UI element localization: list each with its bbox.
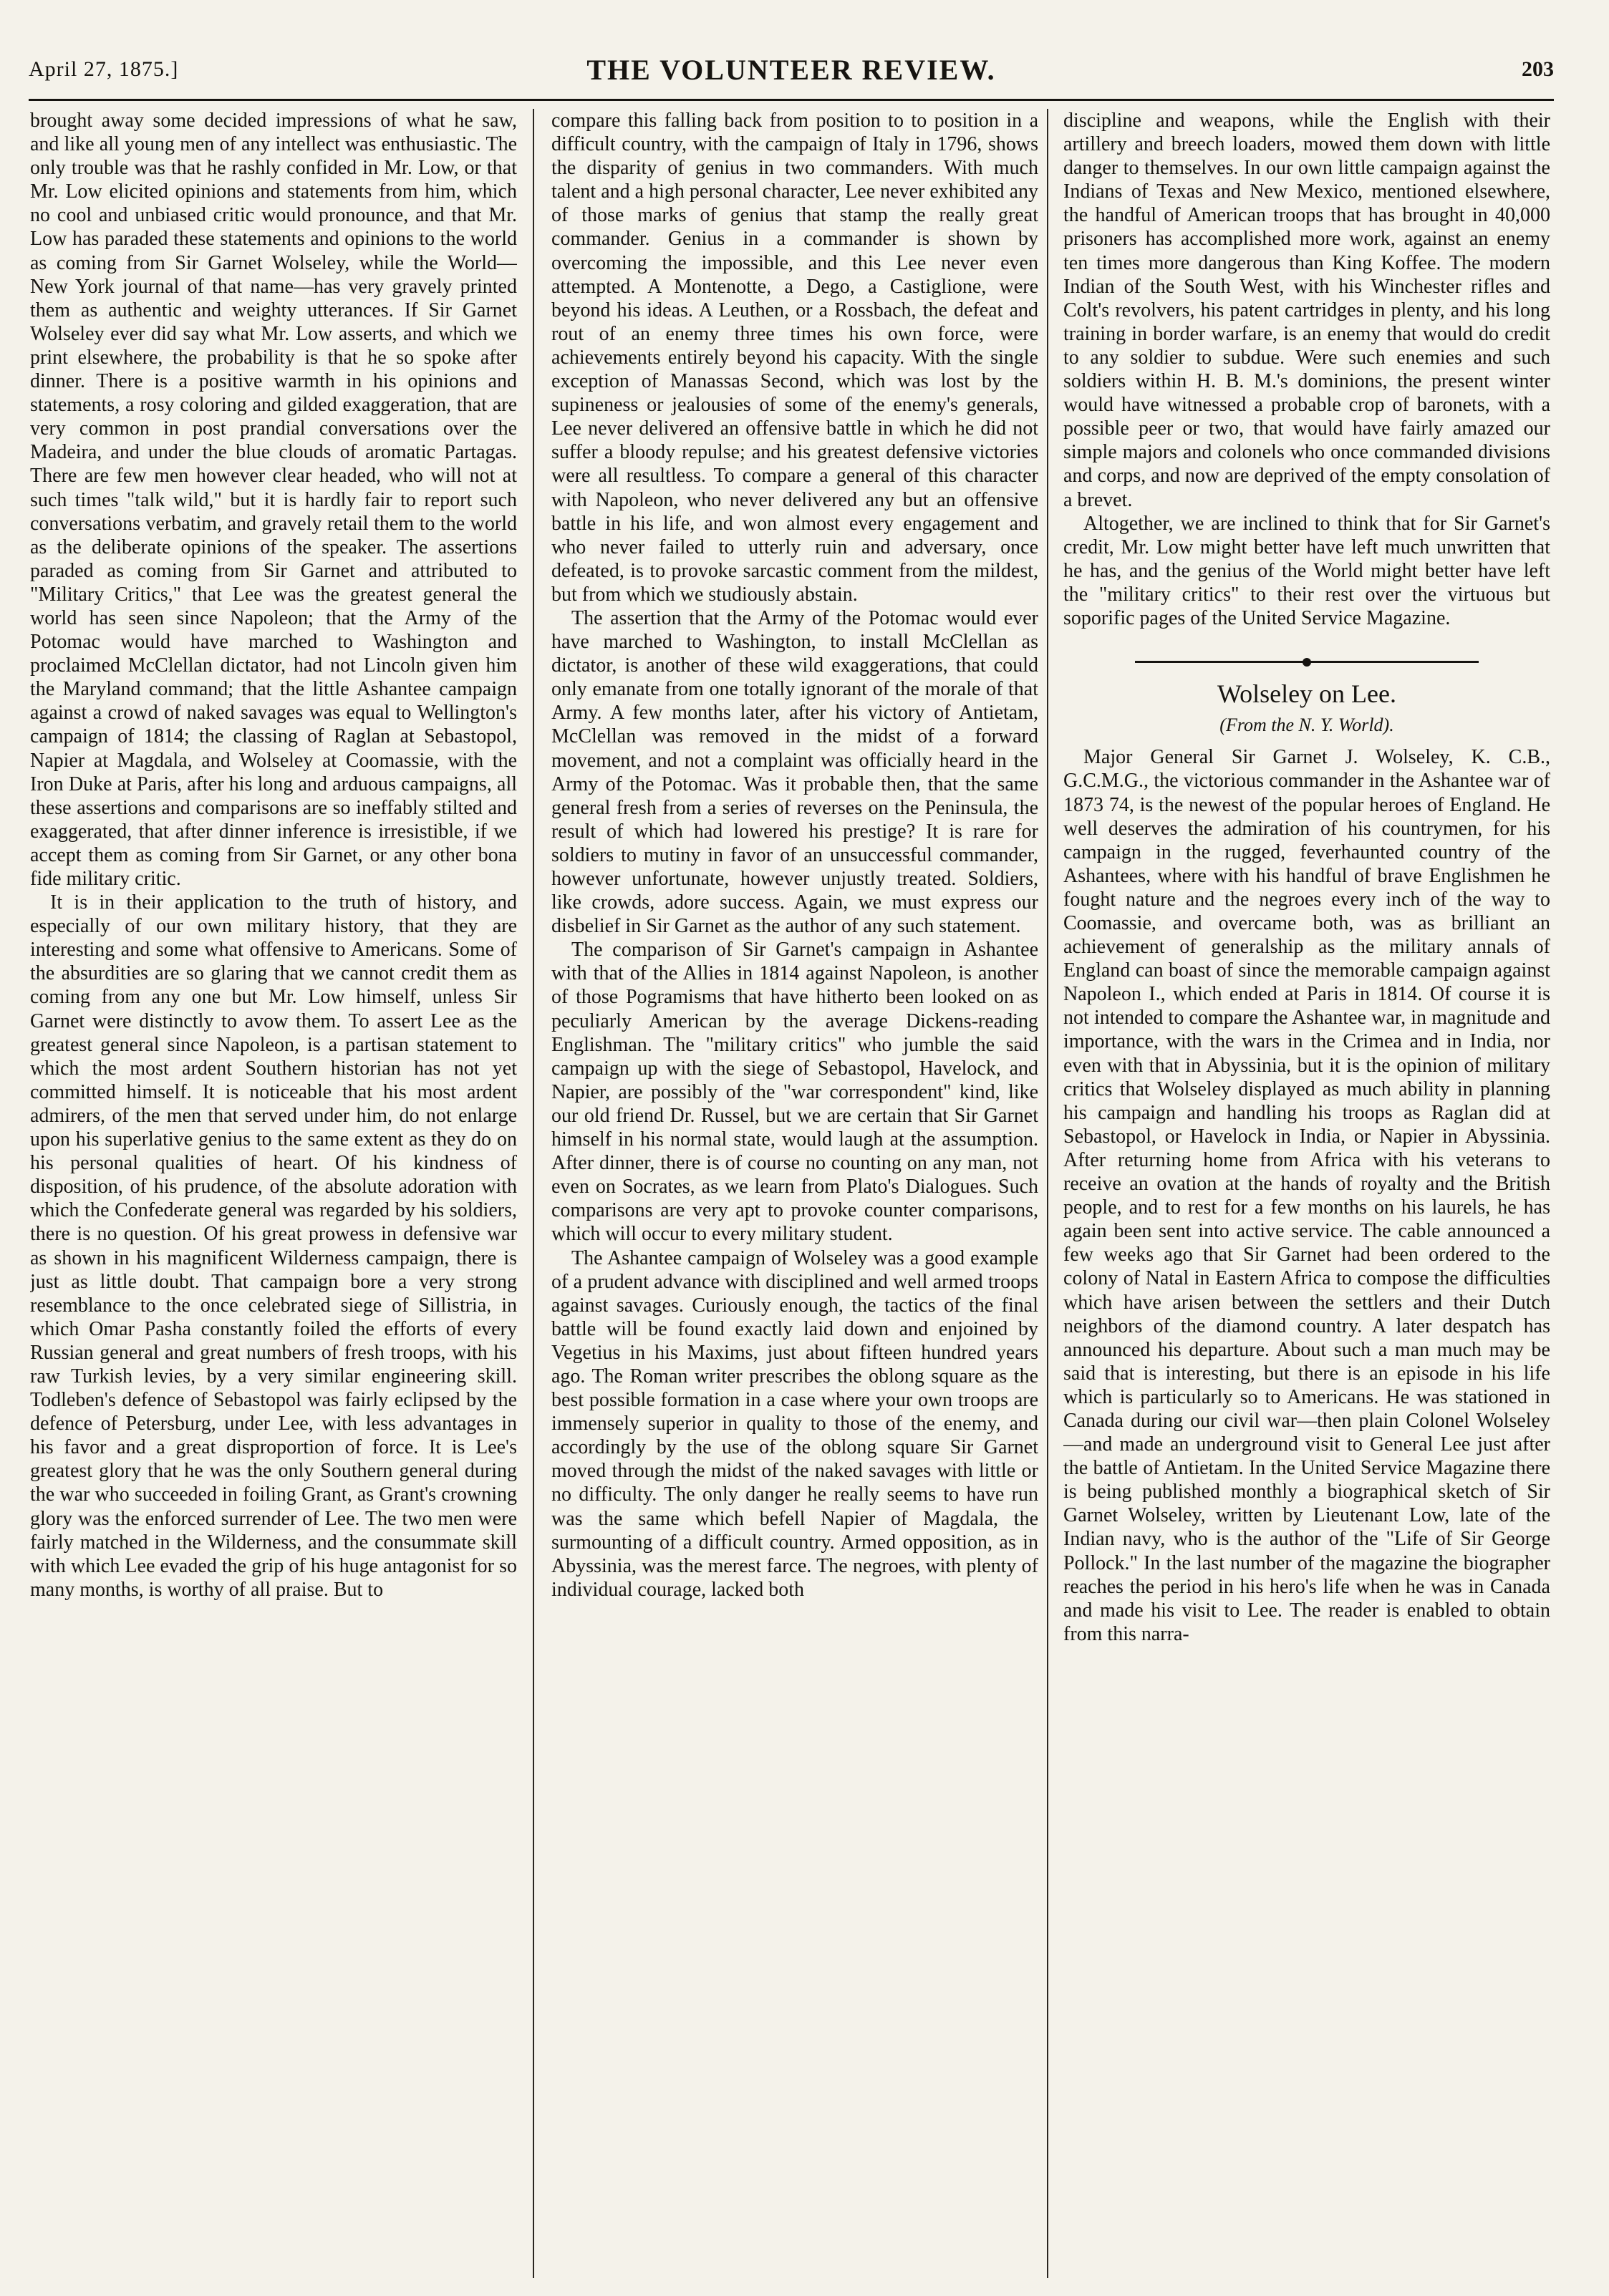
article-source: (From the N. Y. World). — [1219, 715, 1394, 736]
paragraph: It is in their application to the truth of history, and especially of our own military history, that they are interesting and some what offensive to Americans. Some of the absurdities are so glaring that we cannot credit them as coming from any one but Mr. Low himself, unless Sir Garnet were distinctly to avow them. To assert Lee as the greatest general since Napoleon, is a partisan statement to which the most ardent Southern historian has not yet committed himself. It is noticeable that his most ardent admirers, of the men that served under him, do not enlarge upon his superlative genius to the same extent as they do on his personal qualities of heart. Of his kindness of disposition, of his prudence, of the absolute adoration with which the Confederate general was regarded by his soldiers, there is no question. Of his great prowess in defensive war as shown in his magnificent Wilderness campaign, there is just as little doubt. That campaign bore a very strong resemblance to the once celebrated siege of Sillistria, in which Omar Pasha constantly foiled the efforts of every Russian general and great numbers of fresh troops, with his raw Turkish levies, by a very similar engineering skill. Todleben's defence of Sebastopol was fairly eclipsed by the defence of Petersburg, under Lee, with less advantages in his favor and a great disproportion of force. It is Lee's greatest glory that he was the only Southern general during the war who succeeded in foiling Grant, as Grant's crowning glory was the enforced surrender of Lee. The two men were fairly matched in the Wilderness, and the consummate skill with which Lee evaded the grip of his huge antagonist for so many months, is worthy of all praise. But to — [30, 891, 517, 1601]
column-2 — [551, 109, 1038, 2278]
column-3 — [1063, 109, 1550, 2278]
paragraph: Major General Sir Garnet J. Wolseley, K. C.B., G.C.M.G., the victorious commander in the Ashantee war of 1873 74, is the newest of the popular heroes of England. He well deserves the admiration of his countrymen, for his campaign in the rugged, feverhaunted country of the Ashantees, where with his handful of brave Englishmen he fought nature and the negroes every inch of the way to Coomassie, and overcame both, was as brilliant an achievement of generalship as the military annals of England can boast of since the memorable campaign against Napoleon I., which ended at Paris in 1814. Of course it is not intended to compare the Ashantee war, in magnitude and importance, with the wars in the Crimea and in India, nor even with that in Abyssinia, but it is the opinion of military critics that Wolseley displayed as much ability in planning his campaign and handling his troops as Raglan did at Sebastopol, or Havelock in India, or Napier in Abyssinia. After returning home from Africa with his veterans to receive an ovation at the hands of royalty and the British people, and to rest for a few months on his laurels, he has again been sent into active service. The cable announced a few weeks ago that Sir Garnet had been ordered to the colony of Natal in Eastern Africa to compose the difficulties which have arisen between the settlers and their Dutch neighbors of the diamond country. A later despatch has announced his departure. About such a man much may be said that is interesting, but there is an episode in his life which is particularly so to Americans. He was stationed in Canada during our civil war—then plain Colonel Wolseley—and made an underground visit to General Lee just after the battle of Antietam. In the United Service Magazine there is being published monthly a biographical sketch of Sir Garnet Wolseley, written by Lieutenant Low, late of the Indian navy, who is the author of the "Life of Sir George Pollock." In the last number of the magazine the biographer reaches the period in his hero's life when he was in Canada and made his visit to Lee. The reader is enabled to obtain from this narra- — [1063, 746, 1550, 1645]
paragraph: The assertion that the Army of the Potomac would ever have marched to Washington, to install McClellan as dictator, is another of these wild exaggerations, that could only emanate from one totally ignorant of the morale of that Army. A few months later, after his victory of Antietam, McClellan was removed in the midst of a forward movement, and not a complaint was officially heard in the Army of the Potomac. Was it probable then, that the same general fresh from a series of reverses on the Peninsula, the result of which had lowered his prestige? It is rare for soldiers to mutiny in favor of an unsuccessful commander, however unfortunate, however unjustly treated. Soldiers, like crowds, adore success. Again, we must express our disbelief in Sir Garnet as the author of any such statement. — [551, 606, 1038, 938]
paragraph: discipline and weapons, while the English with their artillery and breech loaders, mowed them down with little danger to themselves. In our own little campaign against the Indians of Texas and New Mexico, mentioned elsewhere, the handful of American troops that has brought in 40,000 prisoners has accomplished more work, against an enemy ten times more dangerous than King Koffee. The modern Indian of the South West, with his Winchester rifles and Colt's revolvers, his patent cartridges in plenty, and his long training in border warfare, is an enemy that would do credit to any soldier to subdue. Were such enemies and such soldiers within H. B. M.'s dominions, the present winter would have witnessed a probable crop of baronets, with a possible peer or two, that would have fairly amazed our simple majors and colonels who once commanded divisions and corps, and now are deprived of the empty consolation of a brevet. — [1063, 110, 1550, 511]
header-rule — [29, 99, 1554, 101]
paragraph: compare this falling back from position to to position in a difficult country, with the campaign of Italy in 1796, shows the disparity of genius in two commanders. With much talent and a high personal character, Lee never exhibited any of those marks of genius that stamp the really great commander. Genius in a commander is shown by overcoming the impossible, and this Lee never even attempted. A Montenotte, a Dego, a Castiglione, were beyond his ideas. A Leuthen, or a Rossbach, the defeat and rout of an enemy three times his own force, were achievements entirely beyond his capacity. With the single exception of Manassas Second, which was lost by the supineness or jealousies of some of the enemy's generals, Lee never delivered an offensive battle in which he did not suffer a bloody repulse; and his greatest defensive victories were all resultless. To compare a general of this character with Napoleon, who never delivered any but an offensive battle in his life, and won almost every engagement and who never failed to utterly ruin and adversary, once defeated, is to provoke sarcastic comment from the mildest, but from which we studiously abstain. — [551, 110, 1038, 606]
column-divider-1 — [533, 109, 534, 2278]
column-divider-2 — [1047, 109, 1048, 2278]
issue-date: April 27, 1875.] — [29, 57, 179, 81]
article-heading: Wolseley on Lee. — [1217, 679, 1396, 709]
paragraph: The Ashantee campaign of Wolseley was a good example of a prudent advance with disciplined and well armed troops against savages. Curiously enough, the tactics of the final battle will be found exactly laid down and enjoined by Vegetius in his Maxims, just about fifteen hundred years ago. The Roman writer prescribes the oblong square as the best possible formation in a case where your own troops are immensely superior in quality to those of the enemy, and accordingly by the use of the oblong square Sir Garnet moved through the midst of the naked savages with little or no difficulty. The only danger he really seems to have run was the same which befell Napier of Magdala, the surmounting of a difficult country. Armed opposition, as in Abyssinia, was the merest farce. The negroes, with plenty of individual courage, lacked both — [551, 1246, 1038, 1601]
section-separator — [1063, 649, 1550, 672]
page-header — [29, 50, 1554, 93]
column-1 — [30, 109, 517, 2278]
masthead-title: THE VOLUNTEER REVIEW. — [586, 54, 996, 86]
paragraph: The comparison of Sir Garnet's campaign in Ashantee with that of the Allies in 1814 against Napoleon, is another of those Pogramisms that have hitherto been looked on as peculiarly American by the average Dickens-reading Englishman. The "military critics" who jumble the said campaign up with the siege of Sebastopol, Havelock, and Napier, are possibly of the "war correspondent" kind, like our old friend Dr. Russel, but we are certain that Sir Garnet himself in his normal state, would laugh at the assumption. After dinner, there is of course no counting on any man, not even on Socrates, as we learn from Plato's Dialogues. Such comparisons are very apt to provoke counter comparisons, which will occur to every military student. — [551, 939, 1038, 1246]
paragraph: brought away some decided impressions of what he saw, and like all young men of any intellect was enthusiastic. The only trouble was that he rashly confided in Mr. Low, or that Mr. Low elicited opinions and statements from him, which no cool and unbiased critic would pronounce, and that Mr. Low has paraded these statements and opinions to the world as coming from Sir Garnet Wolseley, while the World—New York journal of that name—has very gravely printed them as authentic and weighty utterances. If Sir Garnet Wolseley ever did say what Mr. Low asserts, and which we print elsewhere, the probability is that he so spoke after dinner. There is a positive warmth in his opinions and statements, a rosy coloring and gilded exaggeration, that are very common in post prandial conversations over the Madeira, and under the blue clouds of aromatic Partagas. There are few men however clear headed, who will not at such times "talk wild," but it is hardly fair to report such conversations verbatim, and gravely retail them to the world as the deliberate opinions of the speaker. The assertions paraded as coming from Sir Garnet and attributed to "Military Critics," that Lee was the greatest general the world has seen since Napoleon; that the Army of the Potomac would have marched to Washington and proclaimed McClellan dictator, had not Lincoln given him the Maryland command; that the little Ashantee campaign against a crowd of naked savages was equal to Wellington's campaign of 1814; the classing of Raglan at Sebastopol, Napier at Magdala, and Wolseley at Coomassie, with the Iron Duke at Paris, after his long and arduous campaigns, all these assertions and comparisons are so ineffably stilted and exaggerated, that after dinner inference is irresistible, if we accept them as coming from Sir Garnet, or any other bona fide military critic. — [30, 110, 517, 890]
paragraph: Altogether, we are inclined to think that for Sir Garnet's credit, Mr. Low might better have left much unwritten that he has, and the genius of the World might better have left the "military critics" to their rest over the virtuous but soporific pages of the United Service Magazine. — [1063, 512, 1550, 629]
page-number: 203 — [1522, 57, 1554, 81]
